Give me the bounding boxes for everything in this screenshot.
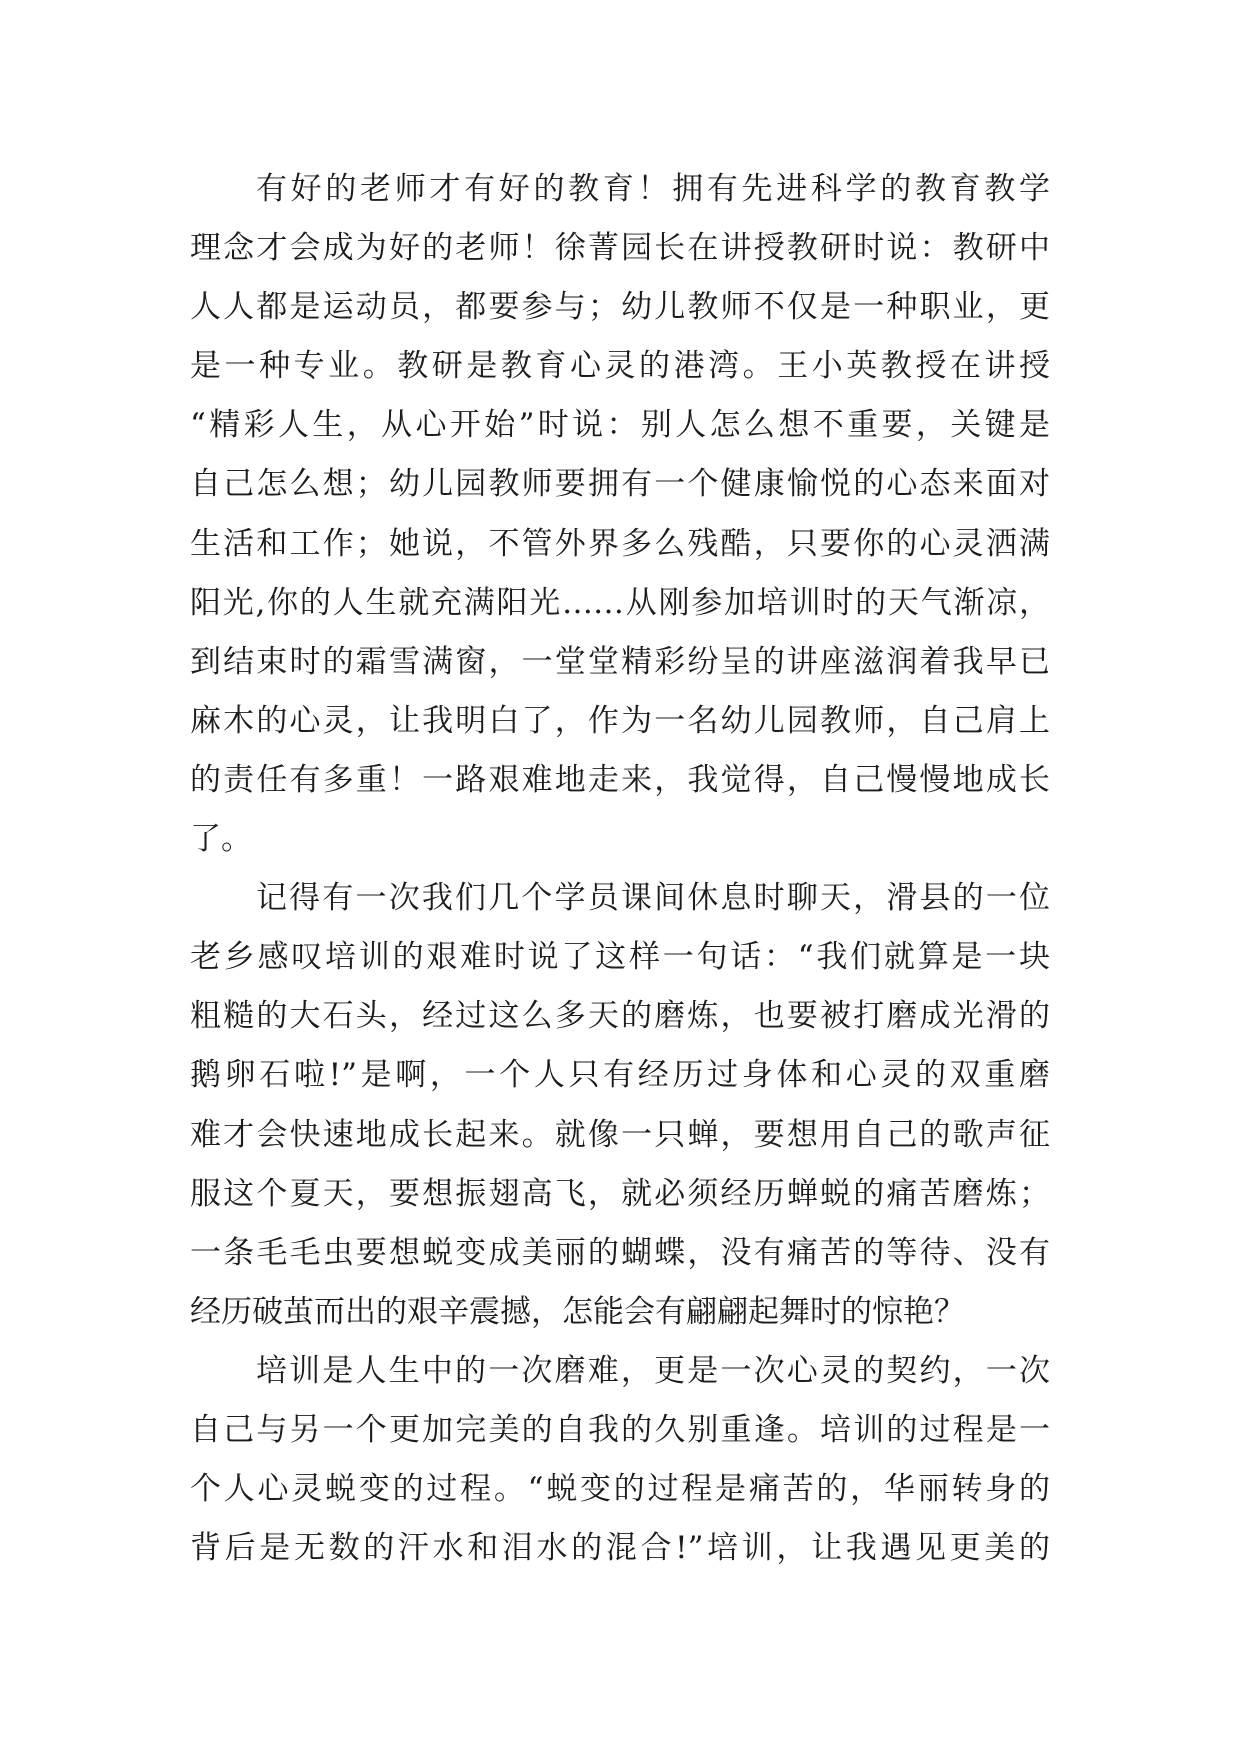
text-line: 自己与另一个更加完美的自我的久别重逢。培训的过程是一: [190, 1411, 1050, 1448]
text-line: 有好的老师才有好的教育！拥有先进科学的教育教学: [256, 171, 1050, 207]
paragraph-1: [190, 160, 1050, 869]
text-line: 粗糙的大石头，经过这么多天的磨炼，也要被打磨成光滑的: [190, 998, 1050, 1035]
text-line: 培训是人生中的一次磨难，更是一次心灵的契约，一次: [256, 1352, 1050, 1389]
text-line: 难才会快速地成长起来。就像一只蝉，要想用自己的歌声征: [190, 1116, 1050, 1153]
text-line: 生活和工作；她说，不管外界多么残酷，只要你的心灵洒满: [190, 525, 1050, 562]
text-line: 阳光,你的人生就充满阳光……从刚参加培训时的天气渐凉，: [190, 584, 1050, 621]
text-line: 记得有一次我们几个学员课间休息时聊天，滑县的一位: [256, 880, 1050, 917]
text-line: 到结束时的霜雪满窗，一堂堂精彩纷呈的讲座滋润着我早已: [190, 643, 1050, 680]
text-line: 了。: [190, 821, 252, 858]
text-line: 是一种专业。教研是教育心灵的港湾。王小英教授在讲授: [190, 348, 1050, 385]
text-line: 人人都是运动员，都要参与；幼儿教师不仅是一种职业，更: [190, 289, 1050, 326]
text-line: 背后是无数的汗水和泪水的混合!”培训，让我遇见更美的: [190, 1530, 1050, 1567]
text-line: 老乡感叹培训的艰难时说了这样一句话：“我们就算是一块: [190, 939, 1050, 976]
text-line: 麻木的心灵，让我明白了，作为一名幼儿园教师，自己肩上: [190, 702, 1050, 739]
paragraph-3: [190, 1342, 1050, 1578]
text-line: 一条毛毛虫要想蜕变成美丽的蝴蝶，没有痛苦的等待、没有: [190, 1234, 1050, 1271]
text-line: “精彩人生，从心开始”时说：别人怎么想不重要，关键是: [190, 407, 1050, 444]
text-line: 经历破茧而出的艰辛震撼，怎能会有翩翩起舞时的惊艳？: [190, 1293, 965, 1330]
text-line: 的责任有多重！一路艰难地走来，我觉得，自己慢慢地成长: [190, 761, 1050, 798]
text-line: 鹅卵石啦!”是啊，一个人只有经历过身体和心灵的双重磨: [190, 1057, 1050, 1094]
text-line: 理念才会成为好的老师！徐菁园长在讲授教研时说：教研中: [190, 230, 1050, 267]
paragraph-2: [190, 869, 1050, 1342]
text-line: 自己怎么想；幼儿园教师要拥有一个健康愉悦的心态来面对: [190, 466, 1050, 503]
document-body: [190, 160, 1050, 1578]
text-line: 个人心灵蜕变的过程。“蜕变的过程是痛苦的，华丽转身的: [190, 1471, 1050, 1508]
text-line: 服这个夏天，要想振翅高飞，就必须经历蝉蜕的痛苦磨炼；: [190, 1175, 1050, 1212]
